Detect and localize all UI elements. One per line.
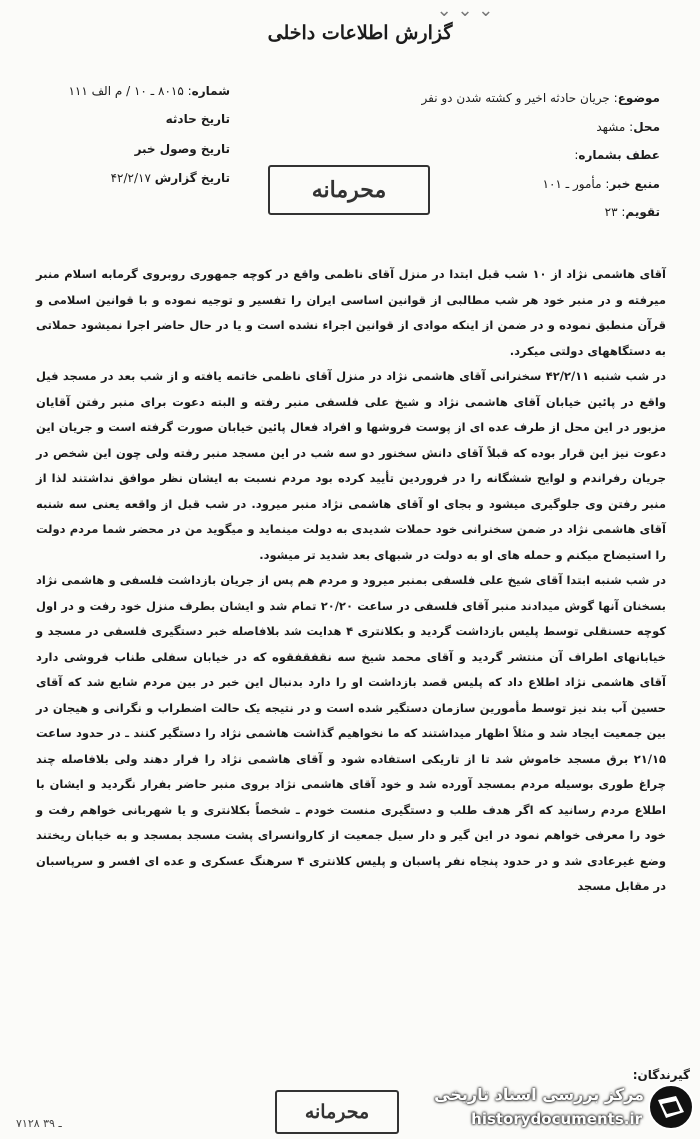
source-value: مأمور ـ ۱۰۱: [542, 177, 602, 191]
number-field: شماره: ۸۰۱۵ ـ ۱۰ / م الف ۱۱۱: [68, 84, 230, 98]
subject-label: موضوع: [617, 91, 660, 105]
report-date-field: [111, 171, 230, 185]
report-date-value: ۴۲/۲/۱۷: [110, 171, 151, 185]
received-date-label: تاریخ وصول خبر: [134, 142, 230, 156]
body-paragraph: آقای هاشمی نژاد از ۱۰ شب قبل ابتدا در منزل آقای ناظمی واقع در کوچه جمهوری روبروی گرمابه اسلام منبر میرفته و در منبر خود هر شب مطالبی از قوانین اساسی ایران را تفسیر و توجیه نموده و با قوانین اسلامی و قرآن منطبق نموده و در ضمن از اینکه موادی از قوانین اجراء نشده است و یا در حال حاضر اجرا نمیشود حملاتی به دستگاههای دولتی میکرد.: [36, 267, 666, 358]
footer-left-stamp: [16, 1090, 266, 1130]
footer-number: ۷۱۲۸ ـ ۳۹: [16, 1117, 62, 1130]
incident-date-label: تاریخ حادثه: [165, 112, 230, 126]
confidential-stamp: محرمانه: [268, 165, 430, 215]
body-paragraph: در شب شنبه ابتدا آقای شیخ علی فلسفی بمنبر میرود و مردم هم پس از جریان بازداشت فلسفی و هاشمی نژاد بسخنان آنها گوش میدادند منبر آقای فلسفی در ساعت ۲۰/۲۰ تمام شد و ایشان بطرف منزل خود رفت و در اول کوچه حسنقلی توسط پلیس بازداشت گردید و بکلانتری ۴ هدایت شد بلافاصله خبر دستگیری فلسفی در مسجد و خیابانهای اطراف آن منتشر گردید و آقای محمد شیخ سه نقفقفقوه که در خیابان سفلی طناب فروشی دارد آقای هاشمی نژاد اطلاع داد که پلیس قصد بازداشت او را دارد بدنبال این خبر در بین مردم شایع شد که آقای حسین آب بند نیز توسط مأمورین سازمان دستگیر شده است و در نتیجه یک حالت اضطراب و نگرانی و هیجان در بین جمعیت ایجاد شد و مثلاً اظهار میداشتند که ما نخواهیم گذاشت هاشمی نژاد را دستگیر کنند ـ در حدود ساعت ۲۱/۱۵ برق مسجد خاموش شد تا از تاریکی استفاده شود و آقای هاشمی نژاد را فرار دهند ولی بلافاصله چند چراغ طوری بوسیله مردم بمسجد آورده شد و خود آقای هاشمی نژاد بروی منبر حاضر بفرار نگردید و ایشان با اطلاع مردم رسانید که اگر هدف طلب و دستگیری منست خودم ـ شخصاً بکلانتری و یا شهربانی خواهم رفت و خود را معرفی خواهم نمود در این گیر و دار سیل جمعیت از کاروانسرای پشت مسجد بمسجد و به خیابان ریختند وضع غیرعادی شد و در حدود پنجاه نفر پاسبان و پلیس کلانتری ۴ سرهنگ عسکری و عده ای افسر و سرپاسبان در مقابل مسجد: [36, 573, 667, 893]
reference-label: عطف بشماره: [578, 148, 660, 162]
evaluation-field: تقویم: ۲۳: [604, 205, 660, 219]
subject-value: جریان حادثه اخیر و کشته شدن دو نفر: [421, 91, 610, 105]
received-date-field: [135, 142, 230, 156]
number-value: ۸۰۱۵ ـ ۱۰ / م الف ۱۱۱: [68, 84, 184, 98]
subject-field: موضوع: جریان حادثه اخیر و کشته شدن دو نفر: [421, 91, 660, 105]
reference-field: عطف بشماره:: [574, 148, 660, 162]
source-label: منبع خبر: [609, 177, 660, 191]
archive-logo-icon: [646, 1082, 696, 1132]
body-paragraph: در شب شنبه ۴۲/۲/۱۱ سخنرانی آقای هاشمی نژاد در منزل آقای ناظمی خاتمه یافته و از شب بعد در مسجد فیل واقع در پائین خیابان آقای هاشمی نژاد و شیخ علی فلسفی منبر رفته و البته دعوت برای منبر رفتن آقایان مزبور در این محل از طرف عده ای از پوست فروشها و افراد فعال پائین خیابان صورت گرفته است و جریان این دعوت نیز این قرار بوده که قبلاً آقای دانش سخنور دو سه شب در این مسجد منبر رفته ولی چون این شخص در جریان رفراندم و لوایح ششگانه را در فروردین تأیید کرده بود مردم نسبت به ایشان نظر موافق نداشتند لذا از منبر رفتن وی جلوگیری میشود و بجای او آقای هاشمی نژاد منبر میرود. در شب قبل از واقعه یعنی سه شنبه آقای هاشمی نژاد در ضمن سخنرانی خود حملات شدیدی به دولت مینماید و میگوید من در محضر شما مردم دولت را استیضاح میکنم و حمله های او به دولت در شبهای بعد شدید تر میشود.: [36, 369, 666, 562]
location-field: محل: مشهد: [596, 120, 660, 134]
report-date-label: تاریخ گزارش: [154, 171, 230, 185]
report-title: گزارش اطلاعات داخلی: [267, 22, 453, 44]
report-body: [36, 262, 666, 900]
incident-date-field: [166, 112, 230, 126]
evaluation-label: تقویم: [625, 205, 660, 219]
recipients-label: گیرندگان:: [632, 1068, 690, 1082]
evaluation-value: ۲۳: [604, 205, 618, 219]
location-label: محل: [633, 120, 660, 134]
fold-mark: ⌄ ⌄ ⌄: [436, 0, 494, 21]
source-field: منبع خبر: مأمور ـ ۱۰۱: [542, 177, 660, 191]
footer-confidential-stamp: محرمانه: [275, 1090, 399, 1134]
location-value: مشهد: [596, 120, 626, 134]
number-label: شماره: [191, 84, 230, 98]
watermark-name: مرکز بررسی اسناد تاریخی: [434, 1085, 644, 1104]
watermark-url: historydocuments.ir: [471, 1110, 642, 1128]
